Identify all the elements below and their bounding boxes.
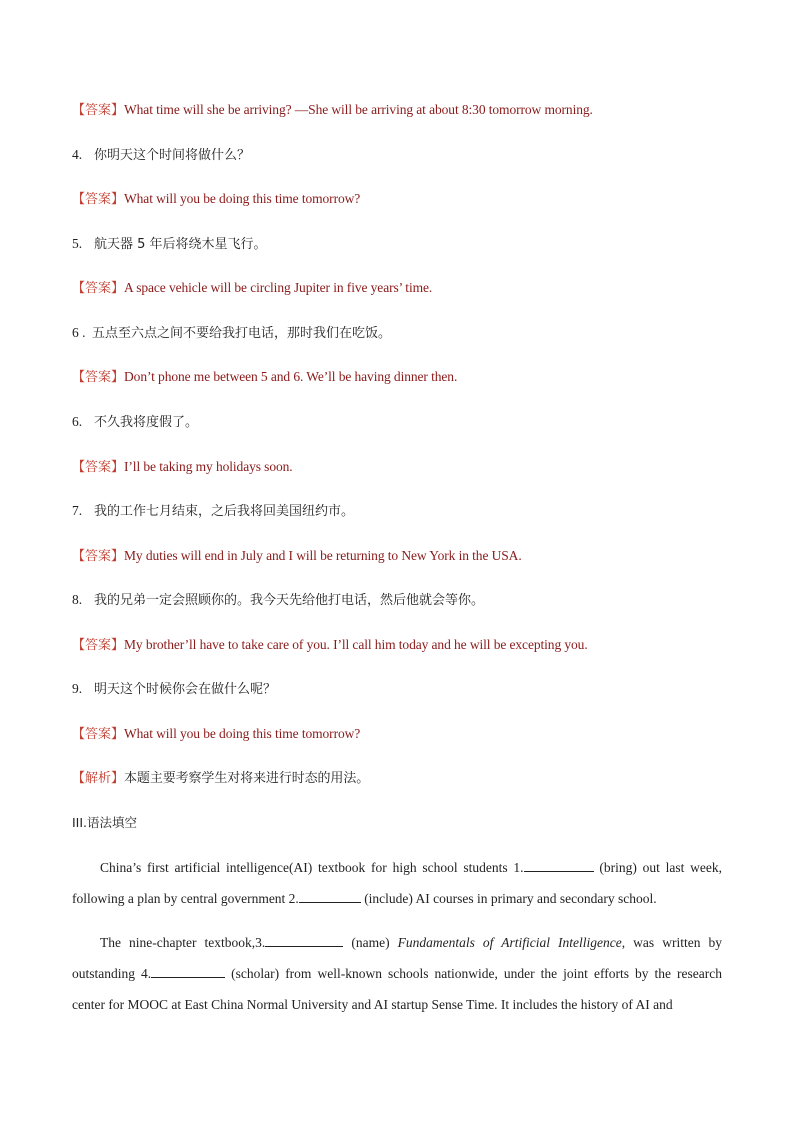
answer-tag: 【答案】 [72, 192, 125, 207]
answer-text: My duties will end in July and I will be returning to New York in the USA. [124, 548, 522, 563]
answer-text: What time will she be arriving? —She will be arriving at about 8:30 tomorrow morning. [124, 102, 593, 117]
answer-tag: 【答案】 [72, 370, 125, 385]
blank-4[interactable] [151, 963, 225, 978]
question-line-9 [72, 679, 724, 700]
answer-text: I’ll be taking my holidays soon. [124, 459, 293, 474]
book-title: Fundamentals of Artificial Intelligence [397, 935, 622, 950]
question-line-7 [72, 501, 724, 522]
question-number: 8. [72, 592, 83, 607]
answer-text: What will you be doing this time tomorrow? [124, 191, 361, 206]
question-text: 我的兄弟一定会照顾你的。我今天先给他打电话，然后他就会等你。 [94, 593, 485, 608]
question-text: 航天器 5 年后将绕木星飞行。 [94, 237, 267, 252]
answer-tag: 【答案】 [72, 103, 125, 118]
question-text: 不久我将度假了。 [94, 415, 199, 430]
section-title: III.语法填空 [72, 815, 138, 830]
answer-line-3 [72, 100, 724, 121]
question-line-5 [72, 234, 724, 255]
answer-tag: 【答案】 [72, 549, 125, 564]
answer-text: A space vehicle will be circling Jupiter in five years’ time. [124, 280, 433, 295]
answer-line-6b [72, 457, 724, 478]
blank-1[interactable] [524, 857, 594, 872]
analysis-text: 本题主要考察学生对将来进行时态的用法。 [124, 771, 370, 786]
answer-line-9 [72, 724, 724, 745]
question-line-4 [72, 145, 724, 166]
question-number: 6 . [72, 325, 86, 340]
question-number: 4. [72, 147, 83, 162]
question-line-6b [72, 412, 724, 433]
passage-paragraph-2: The nine-chapter textbook,3. (name) Fundamentals of Artificial Intelligence, was written by outstanding 4. (scholar) from well-known schools nationwide, under the joint efforts by the research center for MOOC at East China Normal University and AI startup Sense Time. It includes the history of AI and [72, 927, 722, 1020]
question-number: 5. [72, 236, 83, 251]
question-number: 7. [72, 503, 83, 518]
question-text: 五点至六点之间不要给我打电话，那时我们在吃饭。 [92, 326, 392, 341]
question-number: 9. [72, 681, 83, 696]
answer-text: Don’t phone me between 5 and 6. We’ll be having dinner then. [124, 369, 458, 384]
question-text: 明天这个时候你会在做什么呢？ [94, 682, 277, 697]
answer-line-6a [72, 367, 724, 388]
question-line-8 [72, 590, 724, 611]
analysis-tag: 【解析】 [72, 771, 125, 786]
analysis-line [72, 768, 724, 789]
question-text: 你明天这个时间将做什么？ [94, 148, 251, 163]
blank-2[interactable] [299, 888, 361, 903]
passage-paragraph-1: China’s first artificial intelligence(AI) textbook for high school students 1. (bring) out last week, following a plan by central government 2. (include) AI courses in primary and secondary school. [72, 852, 722, 914]
answer-line-7 [72, 546, 724, 567]
answer-text: My brother’ll have to take care of you. I’ll call him today and he will be excepting you. [124, 637, 588, 652]
answer-text: What will you be doing this time tomorrow? [124, 726, 361, 741]
blank-3[interactable] [265, 932, 343, 947]
answer-tag: 【答案】 [72, 727, 125, 742]
answer-line-8 [72, 635, 724, 656]
answer-line-4 [72, 189, 724, 210]
question-number: 6. [72, 414, 83, 429]
answer-tag: 【答案】 [72, 460, 125, 475]
answer-line-5 [72, 278, 724, 299]
answer-tag: 【答案】 [72, 281, 125, 296]
question-line-6a [72, 323, 724, 344]
question-text: 我的工作七月结束，之后我将回美国纽约市。 [94, 504, 355, 519]
answer-tag: 【答案】 [72, 638, 125, 653]
